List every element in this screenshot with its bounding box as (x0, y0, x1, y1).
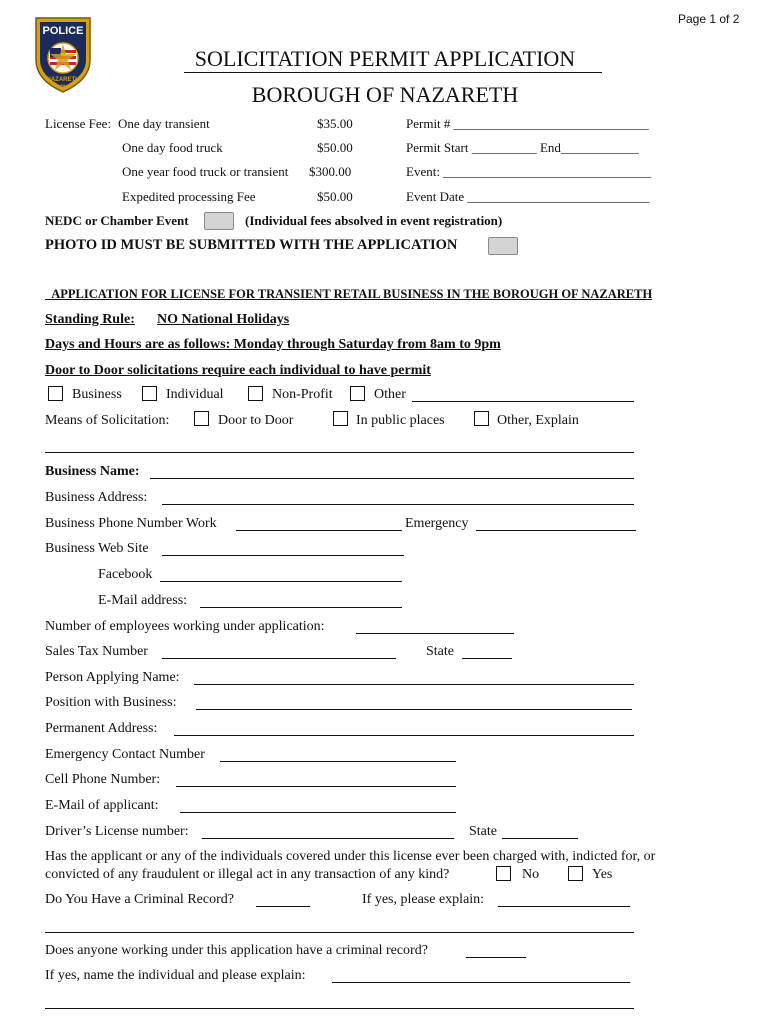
web-site-label: Business Web Site (45, 541, 149, 556)
nedc-checkbox[interactable] (204, 212, 234, 230)
criminal-explain-line[interactable] (45, 932, 634, 933)
name-explain-line[interactable] (45, 1008, 634, 1009)
individual-checkbox[interactable] (142, 386, 157, 401)
permit-start-end-field[interactable]: Permit Start __________ End____________ (406, 140, 639, 155)
name-explain-input[interactable] (332, 982, 630, 983)
public-places-checkbox[interactable] (333, 411, 348, 426)
page-indicator: Page 1 of 2 (678, 12, 740, 26)
title-underline (184, 72, 602, 73)
emergency-label: Emergency (405, 516, 469, 531)
drivers-license-input[interactable] (202, 838, 454, 839)
web-site-input[interactable] (162, 555, 404, 556)
nedc-label: NEDC or Chamber Event (45, 213, 189, 228)
anyone-record-label: Does anyone working under this application have a criminal record? (45, 943, 428, 958)
anyone-record-input[interactable] (466, 957, 526, 958)
cell-phone-label: Cell Phone Number: (45, 772, 161, 787)
sales-tax-label: Sales Tax Number (45, 644, 148, 659)
charged-yes-label: Yes (592, 867, 613, 882)
name-explain-label: If yes, name the individual and please explain: (45, 968, 306, 983)
charged-yes-checkbox[interactable] (568, 866, 583, 881)
days-hours: Days and Hours are as follows: Monday through Saturday from 8am to 9pm (45, 337, 501, 352)
fee-amount: $300.00 (309, 164, 352, 179)
event-date-field[interactable]: Event Date ____________________________ (406, 189, 650, 204)
nonprofit-checkbox[interactable] (248, 386, 263, 401)
criminal-record-input[interactable] (256, 906, 310, 907)
business-address-label: Business Address: (45, 490, 148, 505)
employees-input[interactable] (356, 633, 514, 634)
charged-no-checkbox[interactable] (496, 866, 511, 881)
standing-rule-label: Standing Rule: (45, 312, 135, 327)
page-subtitle: BOROUGH OF NAZARETH (251, 82, 519, 107)
other-explain-label: Other, Explain (497, 413, 579, 428)
fee-item: One year food truck or transient (122, 164, 289, 179)
means-label: Means of Solicitation: (45, 413, 170, 428)
permanent-address-input[interactable] (174, 735, 634, 736)
event-field[interactable]: Event: ________________________________ (406, 164, 652, 179)
svg-text:NAZARETH: NAZARETH (46, 77, 80, 83)
facebook-label: Facebook (98, 567, 153, 582)
dl-state-label: State (469, 824, 497, 839)
sales-tax-input[interactable] (162, 658, 396, 659)
fee-label: License Fee: (45, 116, 112, 131)
other-checkbox[interactable] (350, 386, 365, 401)
fee-amount: $35.00 (317, 116, 353, 131)
permit-number-field[interactable]: Permit # ______________________________ (406, 116, 649, 131)
dl-state-input[interactable] (502, 838, 578, 839)
door-to-door-label: Door to Door (218, 413, 294, 428)
other-input-line[interactable] (412, 401, 634, 402)
public-places-label: In public places (356, 413, 445, 428)
email-applicant-label: E-Mail of applicant: (45, 798, 159, 813)
fee-amount: $50.00 (317, 189, 353, 204)
fee-item: One day food truck (122, 140, 223, 155)
emergency-contact-label: Emergency Contact Number (45, 747, 205, 762)
emergency-input[interactable] (476, 530, 636, 531)
door-to-door-checkbox[interactable] (194, 411, 209, 426)
application-heading: _APPLICATION FOR LICENSE FOR TRANSIENT RETAIL BUSINESS IN THE BOROUGH OF NAZARETH (45, 287, 653, 301)
business-address-input[interactable] (162, 504, 634, 505)
charged-question-line2: convicted of any fraudulent or illegal act in any transaction of any kind? (45, 867, 450, 882)
fee-amount: $50.00 (317, 140, 353, 155)
criminal-record-label: Do You Have a Criminal Record? (45, 892, 234, 907)
business-phone-input[interactable] (236, 530, 402, 531)
business-label: Business (72, 387, 122, 402)
email-address-input[interactable] (200, 607, 402, 608)
position-input[interactable] (196, 709, 632, 710)
fee-item: One day transient (118, 116, 210, 131)
standing-rule-value: NO National Holidays (157, 312, 290, 327)
email-address-label: E-Mail address: (98, 593, 188, 608)
person-applying-label: Person Applying Name: (45, 670, 180, 685)
emergency-contact-input[interactable] (220, 761, 456, 762)
fee-item: Expedited processing Fee (122, 189, 256, 204)
state-label: State (426, 644, 454, 659)
business-phone-label: Business Phone Number Work (45, 516, 217, 531)
criminal-explain-input[interactable] (498, 906, 630, 907)
individual-label: Individual (166, 387, 224, 402)
business-checkbox[interactable] (48, 386, 63, 401)
person-applying-input[interactable] (194, 684, 634, 685)
svg-text:POLICE: POLICE (42, 25, 84, 37)
position-label: Position with Business: (45, 695, 177, 710)
nonprofit-label: Non-Profit (272, 387, 333, 402)
permanent-address-label: Permanent Address: (45, 721, 158, 736)
state-input[interactable] (462, 658, 512, 659)
nedc-note: (Individual fees absolved in event registration) (245, 213, 503, 228)
other-label: Other (374, 387, 406, 402)
photo-id-checkbox[interactable] (488, 237, 518, 255)
facebook-input[interactable] (160, 581, 402, 582)
photo-id-notice: PHOTO ID MUST BE SUBMITTED WITH THE APPLICATION (45, 237, 458, 253)
charged-no-label: No (522, 867, 540, 882)
door-rule: Door to Door solicitations require each individual to have permit (45, 363, 431, 378)
page-title: SOLICITATION PERMIT APPLICATION (194, 46, 576, 71)
svg-text:PA: PA (60, 83, 66, 88)
employees-label: Number of employees working under application: (45, 619, 325, 634)
cell-phone-input[interactable] (176, 786, 456, 787)
email-applicant-input[interactable] (180, 812, 456, 813)
criminal-explain-label: If yes, please explain: (362, 892, 485, 907)
charged-question-line1: Has the applicant or any of the individuals covered under this license ever been charged with, indicted for, or (45, 849, 656, 864)
business-name-input[interactable] (150, 478, 634, 479)
explain-line[interactable] (45, 452, 634, 453)
business-name-label: Business Name: (45, 464, 140, 479)
other-explain-checkbox[interactable] (474, 411, 489, 426)
drivers-license-label: Driver’s License number: (45, 824, 189, 839)
